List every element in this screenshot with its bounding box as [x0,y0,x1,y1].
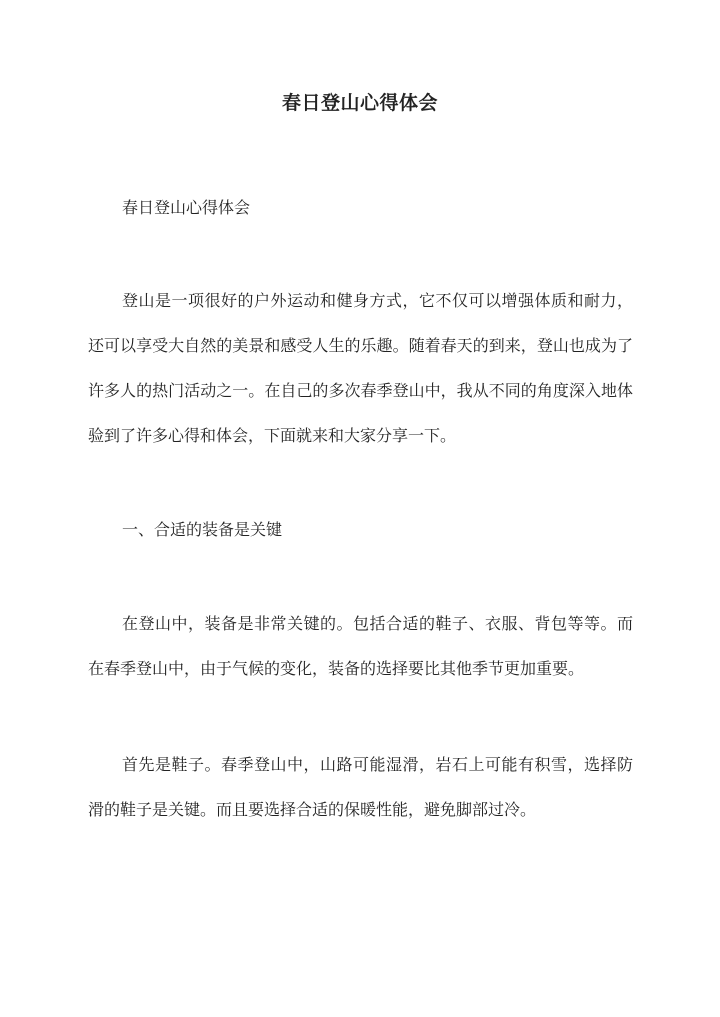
document-title: 春日登山心得体会 [281,92,438,114]
section-heading-equipment: 一、合适的装备是关键 [122,520,283,539]
intro-paragraph: 登山是一项很好的户外运动和健身方式，它不仅可以增强体质和耐力，还可以享受大自然的美景和感受人生的乐趣。随着春天的到来，登山也成为了许多人的热门活动之一。在自己的多次春季登山中，我从不同的角度深入地体验到了许多心得和体会，下面就来和大家分享一下。 [88,291,633,445]
document-subtitle: 春日登山心得体会 [122,198,251,217]
shoes-paragraph: 首先是鞋子。春季登山中，山路可能湿滑，岩石上可能有积雪，选择防滑的鞋子是关键。而且要选择合适的保暖性能，避免脚部过冷。 [88,755,633,819]
equipment-paragraph: 在登山中，装备是非常关键的。包括合适的鞋子、衣服、背包等等。而在春季登山中，由于气候的变化，装备的选择要比其他季节更加重要。 [88,614,633,678]
